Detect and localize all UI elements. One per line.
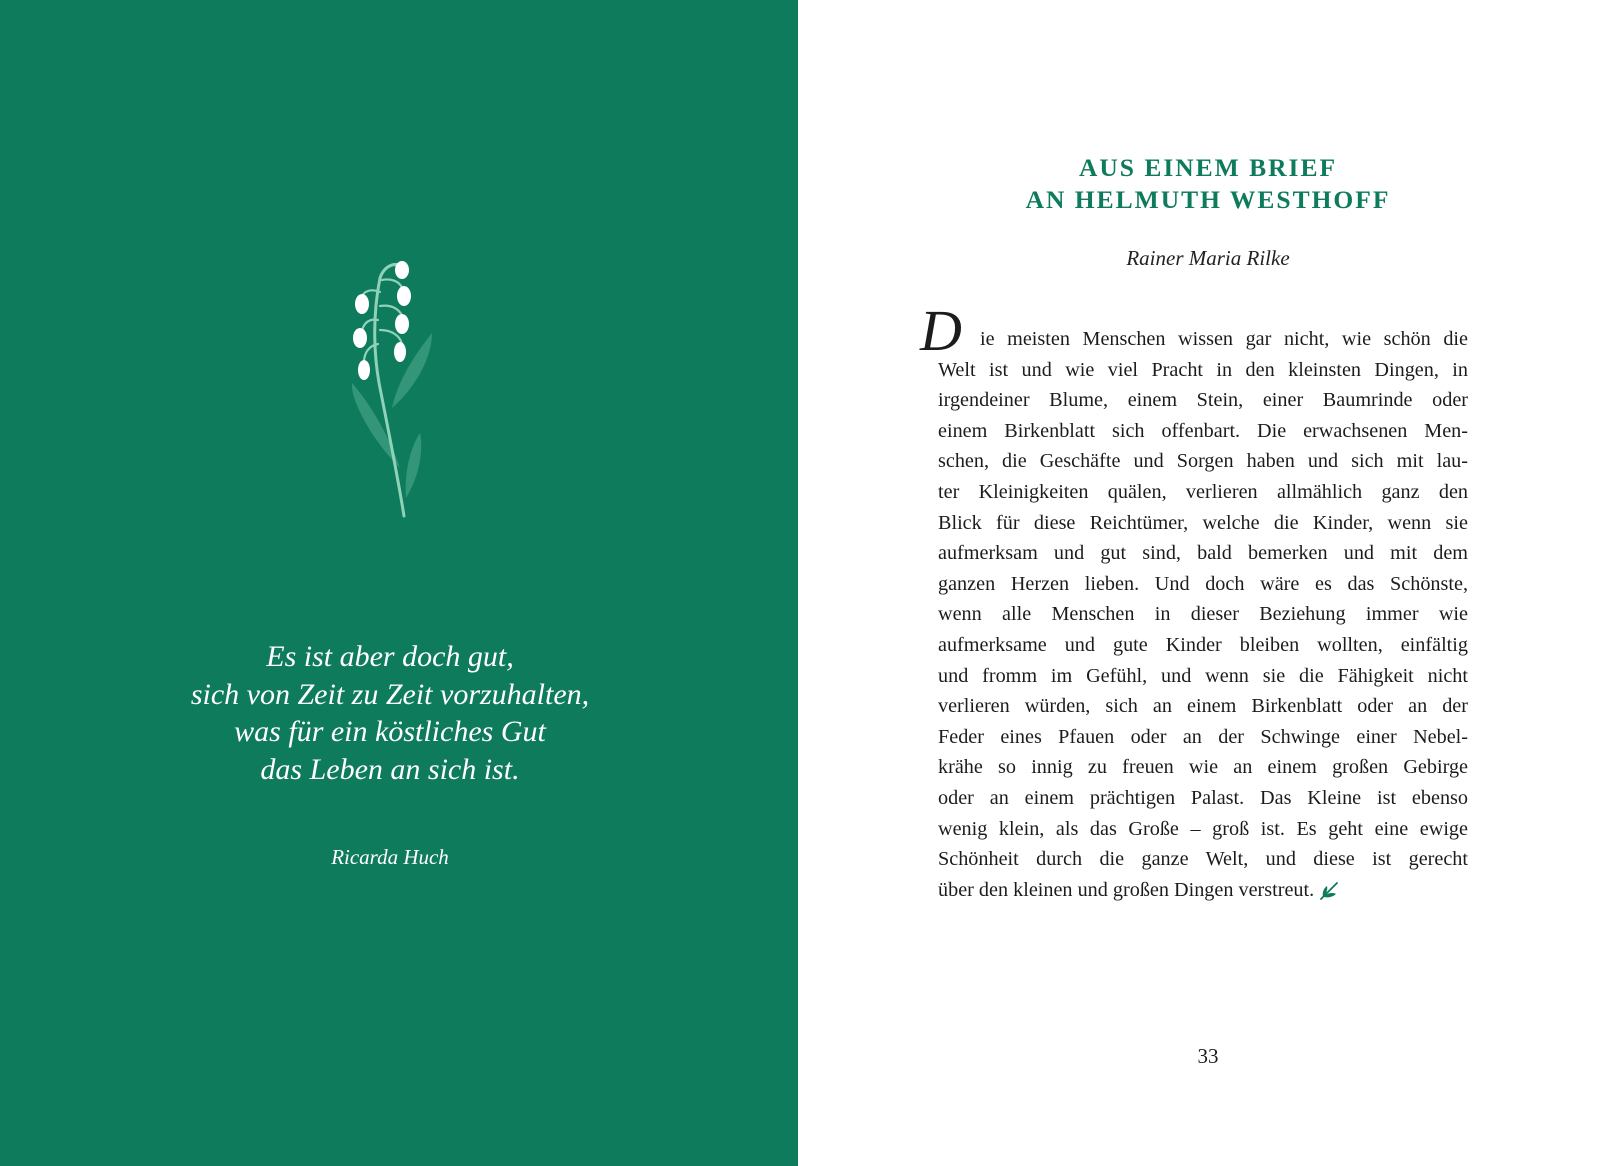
author-name: Rainer Maria Rilke <box>1126 246 1290 270</box>
body-line: aufmerksame und gute Kinder bleiben wollten, einfältig <box>938 633 1468 656</box>
body-text <box>920 298 1468 905</box>
body-line: und fromm im Gefühl, und wenn sie die Fähigkeit nicht <box>938 664 1468 687</box>
body-line: wenn alle Menschen in dieser Beziehung immer wie <box>938 603 1468 626</box>
body-line: ie meisten Menschen wissen gar nicht, wie schön die <box>980 328 1468 350</box>
body-line: wenig klein, als das Große – groß ist. Es geht eine ewige <box>938 817 1468 840</box>
body-line: Blick für diese Reichtümer, welche die Kinder, wenn sie <box>938 511 1468 534</box>
body-line: ganzen Herzen lieben. Und doch wäre es das Schönste, <box>938 572 1468 595</box>
quote-author: Ricarda Huch <box>331 845 449 869</box>
lily-of-the-valley-icon <box>340 258 460 538</box>
quote-line: Es ist aber doch gut, <box>266 640 514 673</box>
body-line: krähe so innig zu freuen wie an einem großen Gebirge <box>938 756 1468 779</box>
body-line: Feder eines Pfauen oder an der Schwinge einer Nebel- <box>938 725 1468 748</box>
quote-line: sich von Zeit zu Zeit vorzuhalten, <box>190 677 590 711</box>
quote-line: was für ein köstliches Gut <box>234 715 546 748</box>
quote-line: das Leben an sich ist. <box>260 752 520 786</box>
body-line: schen, die Geschäfte und Sorgen haben und sich mit lau- <box>938 450 1468 473</box>
body-line: oder an einem prächtigen Palast. Das Kleine ist ebenso <box>938 786 1468 809</box>
left-page <box>0 0 798 1166</box>
quote <box>100 638 680 788</box>
title-line: AN HELMUTH WESTHOFF <box>1025 185 1391 214</box>
body-line: aufmerksam und gut sind, bald bemerken und mit dem <box>938 542 1468 565</box>
right-page <box>798 0 1600 1166</box>
body-line-last <box>938 875 1468 906</box>
page-number: 33 <box>1197 1044 1219 1068</box>
title-line: AUS EINEM BRIEF <box>1078 153 1338 182</box>
body-line: über den kleinen und großen Dingen verstreut. <box>938 878 1315 901</box>
body-line: Schönheit durch die ganze Welt, und diese ist gerecht <box>938 848 1468 871</box>
body-line: verlieren würden, sich an einem Birkenblatt oder an der <box>938 695 1468 718</box>
body-line: Welt ist und wie viel Pracht in den kleinsten Dingen, in <box>938 358 1468 381</box>
drop-cap: D <box>920 298 962 363</box>
leaf-end-mark-icon <box>1318 880 1340 902</box>
body-line: irgendeiner Blume, einem Stein, einer Baumrinde oder <box>938 389 1468 412</box>
body-line: einem Birkenblatt sich offenbart. Die erwachsenen Men- <box>938 419 1468 442</box>
body-line: ter Kleinigkeiten quälen, verlieren allmählich ganz den <box>938 480 1468 503</box>
page-title <box>798 152 1600 216</box>
